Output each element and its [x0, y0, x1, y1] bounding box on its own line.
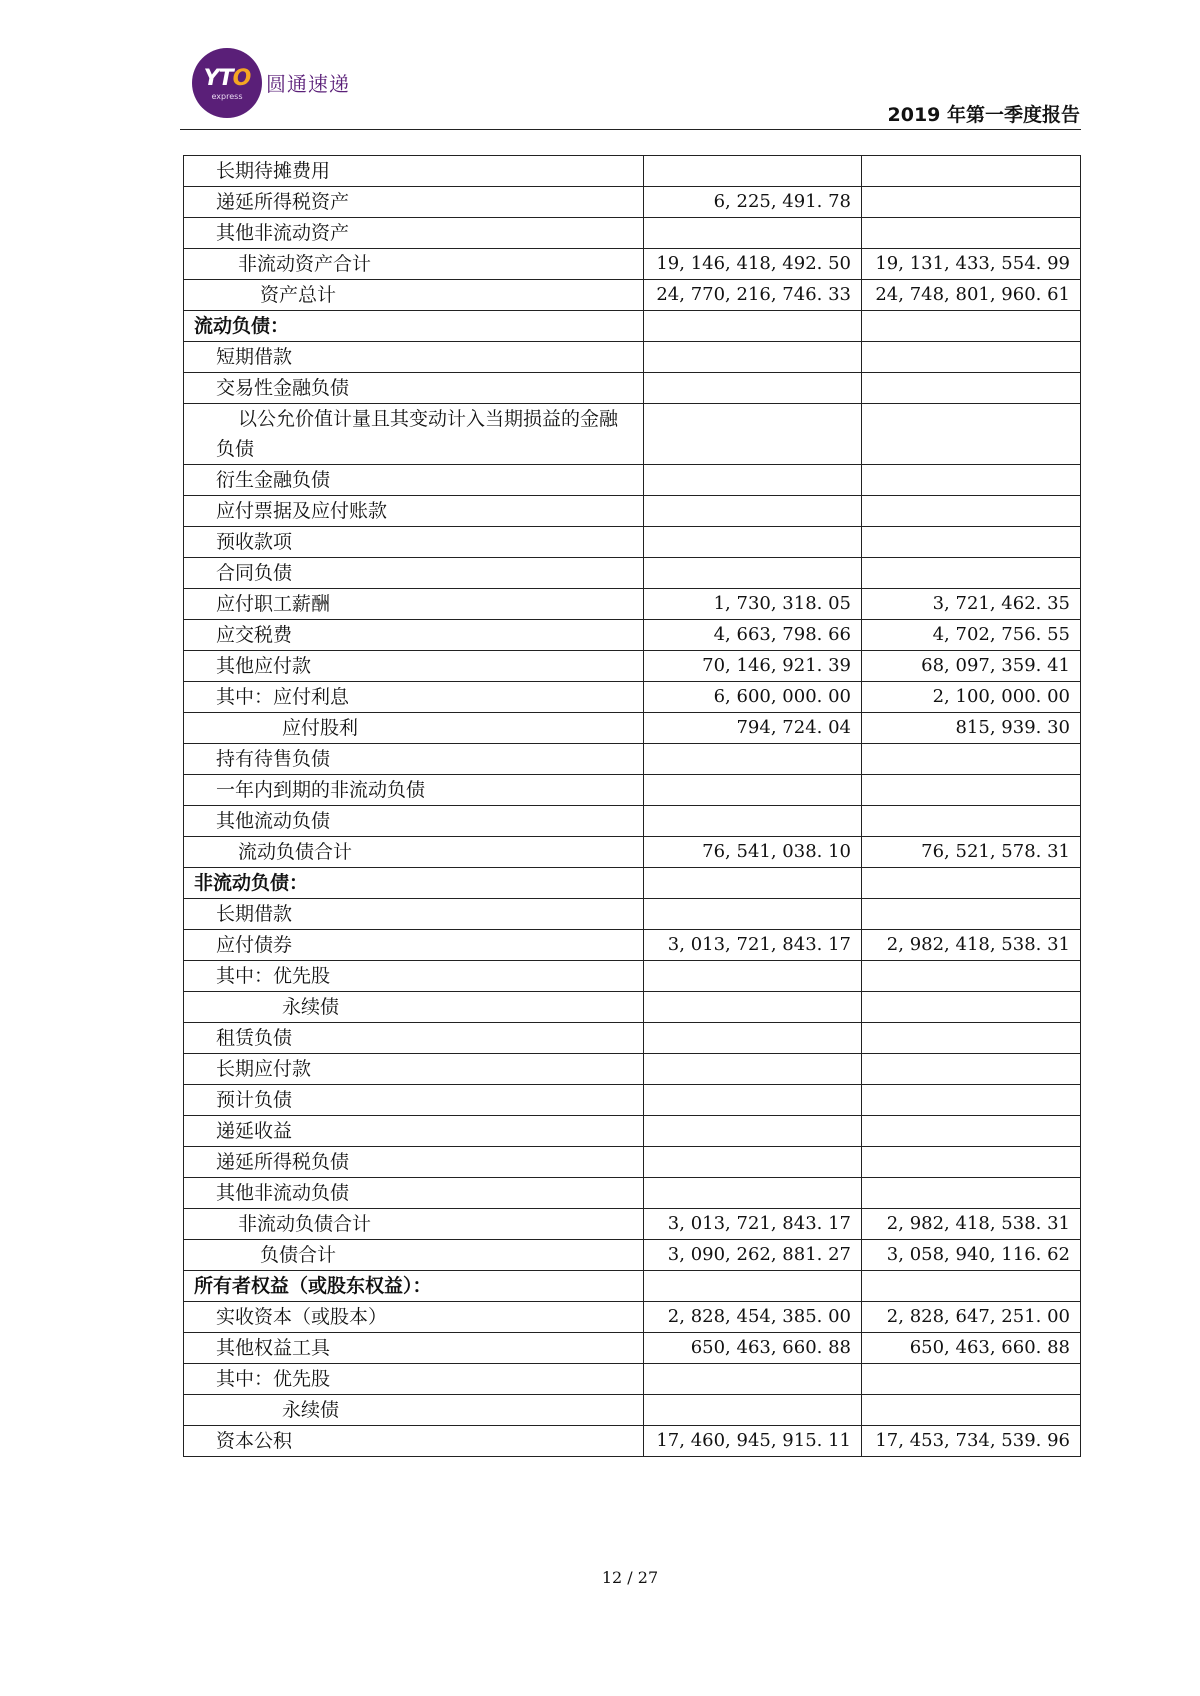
- table-row: [184, 1302, 1081, 1333]
- logo-subtitle: express: [211, 92, 243, 101]
- row-label: 一年内到期的非流动负债: [184, 775, 644, 806]
- table-row: [184, 1333, 1081, 1364]
- current-period-value: [644, 1116, 862, 1147]
- current-period-value: [644, 156, 862, 187]
- page-header: [180, 40, 1080, 130]
- table-row: [184, 342, 1081, 373]
- current-period-value: [644, 527, 862, 558]
- row-label: 资本公积: [184, 1426, 644, 1457]
- current-period-value: [644, 1147, 862, 1178]
- row-label: 其他非流动资产: [184, 218, 644, 249]
- current-period-value: [644, 868, 862, 899]
- table-row: [184, 620, 1081, 651]
- current-period-value: [644, 373, 862, 404]
- prior-period-value: [862, 1085, 1081, 1116]
- table-row: [184, 558, 1081, 589]
- prior-period-value: [862, 868, 1081, 899]
- row-label: 非流动资产合计: [184, 249, 644, 280]
- table-row: [184, 527, 1081, 558]
- current-period-value: [644, 1054, 862, 1085]
- prior-period-value: 2, 828, 647, 251. 00: [862, 1302, 1081, 1333]
- prior-period-value: [862, 1147, 1081, 1178]
- table-row: [184, 156, 1081, 187]
- current-period-value: 650, 463, 660. 88: [644, 1333, 862, 1364]
- row-label: 持有待售负债: [184, 744, 644, 775]
- row-label: 所有者权益（或股东权益）：: [184, 1271, 644, 1302]
- prior-period-value: [862, 342, 1081, 373]
- row-label: 其他应付款: [184, 651, 644, 682]
- table-row: [184, 1023, 1081, 1054]
- current-period-value: [644, 744, 862, 775]
- prior-period-value: [862, 404, 1081, 465]
- row-label: 永续债: [184, 1395, 644, 1426]
- current-period-value: [644, 465, 862, 496]
- table-row: [184, 1240, 1081, 1271]
- row-label: 短期借款: [184, 342, 644, 373]
- row-label: 长期应付款: [184, 1054, 644, 1085]
- current-period-value: [644, 404, 862, 465]
- row-label: 长期借款: [184, 899, 644, 930]
- current-period-value: [644, 218, 862, 249]
- prior-period-value: [862, 156, 1081, 187]
- prior-period-value: 2, 982, 418, 538. 31: [862, 930, 1081, 961]
- prior-period-value: [862, 744, 1081, 775]
- logo-mark-o: O: [232, 66, 251, 91]
- table-row: [184, 837, 1081, 868]
- current-period-value: [644, 1271, 862, 1302]
- prior-period-value: [862, 1054, 1081, 1085]
- logo-mark-yt: YT: [203, 66, 233, 91]
- balance-sheet-table: [183, 155, 1081, 1457]
- table-row: [184, 682, 1081, 713]
- prior-period-value: [862, 899, 1081, 930]
- prior-period-value: [862, 465, 1081, 496]
- row-label: 应付债券: [184, 930, 644, 961]
- table-row: [184, 899, 1081, 930]
- prior-period-value: [862, 187, 1081, 218]
- prior-period-value: [862, 1023, 1081, 1054]
- table-row: [184, 651, 1081, 682]
- prior-period-value: [862, 496, 1081, 527]
- current-period-value: [644, 1395, 862, 1426]
- prior-period-value: 650, 463, 660. 88: [862, 1333, 1081, 1364]
- row-label: 其中：优先股: [184, 1364, 644, 1395]
- current-period-value: [644, 1178, 862, 1209]
- current-period-value: [644, 1364, 862, 1395]
- table-row: [184, 1178, 1081, 1209]
- table-row: [184, 713, 1081, 744]
- row-label: 应付职工薪酬: [184, 589, 644, 620]
- current-period-value: 6, 600, 000. 00: [644, 682, 862, 713]
- row-label: 递延收益: [184, 1116, 644, 1147]
- row-label: 非流动负债合计: [184, 1209, 644, 1240]
- prior-period-value: 2, 100, 000. 00: [862, 682, 1081, 713]
- prior-period-value: 76, 521, 578. 31: [862, 837, 1081, 868]
- current-period-value: 4, 663, 798. 66: [644, 620, 862, 651]
- row-label: 租赁负债: [184, 1023, 644, 1054]
- current-period-value: 24, 770, 216, 746. 33: [644, 280, 862, 311]
- row-label: 负债合计: [184, 1240, 644, 1271]
- table-row: [184, 249, 1081, 280]
- row-label: 资产总计: [184, 280, 644, 311]
- table-row: [184, 1271, 1081, 1302]
- row-label: 应付股利: [184, 713, 644, 744]
- prior-period-value: [862, 311, 1081, 342]
- current-period-value: [644, 311, 862, 342]
- balance-sheet-body: [184, 156, 1081, 1457]
- logo-mark: [192, 66, 262, 91]
- prior-period-value: [862, 527, 1081, 558]
- row-label: 以公允价值计量且其变动计入当期损益的金融负债: [184, 404, 644, 465]
- row-label: 其中：应付利息: [184, 682, 644, 713]
- prior-period-value: 2, 982, 418, 538. 31: [862, 1209, 1081, 1240]
- table-row: [184, 465, 1081, 496]
- prior-period-value: 3, 721, 462. 35: [862, 589, 1081, 620]
- prior-period-value: [862, 1116, 1081, 1147]
- row-label: 实收资本（或股本）: [184, 1302, 644, 1333]
- report-title: 2019 年第一季度报告: [887, 104, 1080, 126]
- table-row: [184, 589, 1081, 620]
- prior-period-value: [862, 373, 1081, 404]
- current-period-value: 70, 146, 921. 39: [644, 651, 862, 682]
- current-period-value: 19, 146, 418, 492. 50: [644, 249, 862, 280]
- table-row: [184, 496, 1081, 527]
- row-label: 应付票据及应付账款: [184, 496, 644, 527]
- current-period-value: 17, 460, 945, 915. 11: [644, 1426, 862, 1457]
- table-row: [184, 404, 1081, 465]
- row-label: 预计负债: [184, 1085, 644, 1116]
- current-period-value: [644, 775, 862, 806]
- row-label: 其他非流动负债: [184, 1178, 644, 1209]
- row-label: 非流动负债：: [184, 868, 644, 899]
- current-period-value: [644, 558, 862, 589]
- current-period-value: 3, 013, 721, 843. 17: [644, 930, 862, 961]
- prior-period-value: [862, 775, 1081, 806]
- table-row: [184, 806, 1081, 837]
- current-period-value: [644, 1023, 862, 1054]
- prior-period-value: 4, 702, 756. 55: [862, 620, 1081, 651]
- table-row: [184, 868, 1081, 899]
- current-period-value: [644, 899, 862, 930]
- prior-period-value: [862, 1178, 1081, 1209]
- table-row: [184, 1147, 1081, 1178]
- prior-period-value: [862, 1364, 1081, 1395]
- row-label: 其他权益工具: [184, 1333, 644, 1364]
- prior-period-value: 19, 131, 433, 554. 99: [862, 249, 1081, 280]
- current-period-value: 3, 090, 262, 881. 27: [644, 1240, 862, 1271]
- table-row: [184, 1209, 1081, 1240]
- prior-period-value: [862, 218, 1081, 249]
- current-period-value: [644, 1085, 862, 1116]
- table-row: [184, 961, 1081, 992]
- page-number: 12 / 27: [601, 1568, 659, 1587]
- table-row: [184, 187, 1081, 218]
- prior-period-value: 815, 939. 30: [862, 713, 1081, 744]
- row-label: 递延所得税负债: [184, 1147, 644, 1178]
- current-period-value: [644, 342, 862, 373]
- current-period-value: 3, 013, 721, 843. 17: [644, 1209, 862, 1240]
- prior-period-value: [862, 992, 1081, 1023]
- table-row: [184, 775, 1081, 806]
- current-period-value: [644, 496, 862, 527]
- prior-period-value: 3, 058, 940, 116. 62: [862, 1240, 1081, 1271]
- row-label: 长期待摊费用: [184, 156, 644, 187]
- table-row: [184, 218, 1081, 249]
- prior-period-value: [862, 1395, 1081, 1426]
- row-label: 应交税费: [184, 620, 644, 651]
- table-row: [184, 1085, 1081, 1116]
- row-label: 预收款项: [184, 527, 644, 558]
- prior-period-value: 17, 453, 734, 539. 96: [862, 1426, 1081, 1457]
- row-label: 其他流动负债: [184, 806, 644, 837]
- table-row: [184, 1395, 1081, 1426]
- prior-period-value: [862, 806, 1081, 837]
- logo-company-name: 圆通速递: [266, 72, 350, 96]
- table-row: [184, 280, 1081, 311]
- table-row: [184, 311, 1081, 342]
- current-period-value: 1, 730, 318. 05: [644, 589, 862, 620]
- current-period-value: [644, 961, 862, 992]
- current-period-value: 2, 828, 454, 385. 00: [644, 1302, 862, 1333]
- current-period-value: 794, 724. 04: [644, 713, 862, 744]
- table-row: [184, 744, 1081, 775]
- table-row: [184, 1116, 1081, 1147]
- row-label: 衍生金融负债: [184, 465, 644, 496]
- row-label: 合同负债: [184, 558, 644, 589]
- row-label: 递延所得税资产: [184, 187, 644, 218]
- row-label: 流动负债：: [184, 311, 644, 342]
- row-label: 流动负债合计: [184, 837, 644, 868]
- row-label: 永续债: [184, 992, 644, 1023]
- row-label: 其中：优先股: [184, 961, 644, 992]
- current-period-value: 76, 541, 038. 10: [644, 837, 862, 868]
- table-row: [184, 930, 1081, 961]
- table-row: [184, 1054, 1081, 1085]
- current-period-value: 6, 225, 491. 78: [644, 187, 862, 218]
- prior-period-value: [862, 558, 1081, 589]
- current-period-value: [644, 992, 862, 1023]
- prior-period-value: 24, 748, 801, 960. 61: [862, 280, 1081, 311]
- prior-period-value: 68, 097, 359. 41: [862, 651, 1081, 682]
- header-divider: [180, 129, 1081, 130]
- table-row: [184, 992, 1081, 1023]
- table-row: [184, 373, 1081, 404]
- current-period-value: [644, 806, 862, 837]
- table-row: [184, 1364, 1081, 1395]
- prior-period-value: [862, 1271, 1081, 1302]
- row-label: 交易性金融负债: [184, 373, 644, 404]
- table-row: [184, 1426, 1081, 1457]
- yto-logo: [192, 48, 262, 118]
- prior-period-value: [862, 961, 1081, 992]
